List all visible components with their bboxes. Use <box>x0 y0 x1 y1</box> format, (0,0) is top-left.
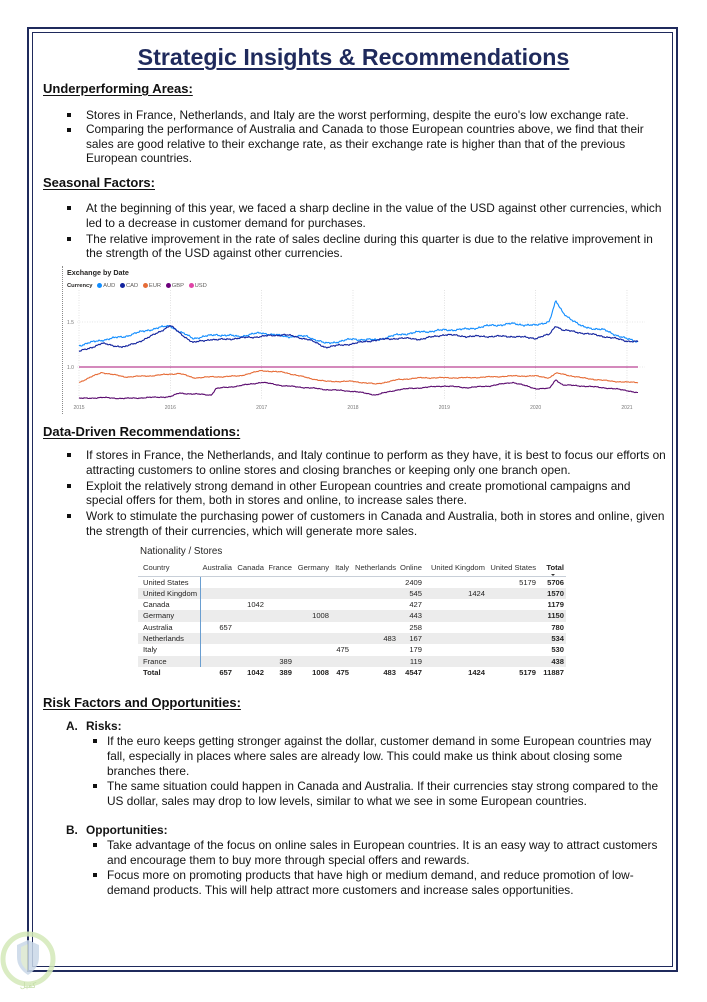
cell <box>234 588 266 599</box>
table-row <box>138 610 566 621</box>
cell <box>351 644 398 655</box>
legend-dot-icon <box>120 283 125 288</box>
cell: 443 <box>398 610 424 621</box>
risks-label <box>66 718 122 734</box>
y-tick-label: 1.0 <box>67 364 74 371</box>
cell <box>424 576 487 588</box>
cell <box>351 576 398 588</box>
row-total: 1150 <box>538 610 566 621</box>
page-title: Strategic Insights & Recommendations <box>137 44 570 70</box>
cell <box>294 622 331 633</box>
list-item <box>86 201 669 230</box>
row-total: 530 <box>551 645 564 655</box>
cell: 1042 <box>247 600 264 610</box>
column-header-country[interactable]: Country <box>138 559 200 576</box>
cell <box>487 633 538 644</box>
risks-list <box>107 734 665 809</box>
cell <box>294 599 331 610</box>
list-item <box>86 509 669 538</box>
list-item-text: Exploit the relatively strong demand in other European countries and create promotional campaigns and special offers for them, both in stores and online, to increase sales there. <box>86 478 631 508</box>
cell <box>351 599 398 610</box>
series-line-aud <box>79 301 638 346</box>
cell <box>266 599 294 610</box>
cell <box>331 633 351 644</box>
cell: 258 <box>409 622 422 632</box>
row-total: 438 <box>538 656 566 667</box>
cell <box>266 576 294 588</box>
cell: 475 <box>336 645 349 655</box>
legend-label: USD <box>194 283 207 289</box>
cell <box>234 633 266 644</box>
y-tick-label: 1.5 <box>67 319 74 326</box>
column-total: 475 <box>336 667 349 677</box>
opportunities-list <box>107 838 665 898</box>
list-item-text: Take advantage of the focus on online sales in European countries. It is an easy way to attract customers and encourage them to buy more through special offers and rewards. <box>107 837 658 867</box>
recommendations-list <box>86 448 669 538</box>
row-label: United Kingdom <box>138 588 200 599</box>
cell <box>200 610 234 621</box>
legend-dot-icon <box>97 283 102 288</box>
cell: 1008 <box>294 610 331 621</box>
row-label: United States <box>138 576 200 588</box>
cell <box>487 599 538 610</box>
chart-title: Exchange by Date <box>67 268 129 277</box>
series-line-cad <box>79 326 638 352</box>
table-header-row <box>138 559 566 576</box>
bullet-square-icon <box>67 453 71 457</box>
cell <box>351 656 398 667</box>
legend-label: CAD <box>125 283 139 289</box>
cell: 179 <box>409 645 422 655</box>
table-row <box>138 656 566 667</box>
legend-item-usd[interactable] <box>189 283 207 289</box>
table-row <box>138 576 566 588</box>
legend-title: Currency <box>67 283 93 289</box>
cell <box>200 644 234 655</box>
row-total: 1179 <box>547 600 564 610</box>
list-item <box>86 232 669 261</box>
row-label: Italy <box>138 644 200 655</box>
opportunities-label <box>66 822 168 838</box>
cell <box>351 610 398 621</box>
legend-item-aud[interactable] <box>97 283 115 289</box>
column-header-italy[interactable]: Italy <box>331 559 351 576</box>
legend-item-gbp[interactable] <box>166 283 184 289</box>
x-tick-label: 2021 <box>621 405 633 411</box>
table-total-row <box>138 667 566 678</box>
row-total: 780 <box>551 622 564 632</box>
row-label: France <box>138 656 200 667</box>
nationality-stores-table <box>138 545 566 678</box>
column-header-canada[interactable]: Canada <box>234 559 266 576</box>
x-tick-label: 2016 <box>164 405 176 411</box>
cell <box>424 644 487 655</box>
cell <box>234 622 266 633</box>
cell <box>266 633 294 644</box>
underperforming-list <box>86 108 669 166</box>
table-row <box>138 633 566 644</box>
list-item-text: If the euro keeps getting stronger against the dollar, customer demand in some European countries may fall, especially in places where sales are already low. This could make us think about closing some branches there. <box>107 733 652 778</box>
seasonal-list <box>86 201 669 261</box>
legend-dot-icon <box>143 283 148 288</box>
cell: 657 <box>219 622 232 632</box>
legend-item-cad[interactable] <box>120 283 138 289</box>
cell <box>200 599 234 610</box>
cell <box>294 576 331 588</box>
cell <box>351 622 398 633</box>
x-tick-label: 2018 <box>347 405 359 411</box>
legend-label: GBP <box>171 283 184 289</box>
watermark-logo <box>0 925 60 997</box>
cell <box>266 644 294 655</box>
x-tick-label: 2019 <box>438 405 450 411</box>
legend-item-eur[interactable] <box>143 283 161 289</box>
table-row <box>138 599 566 610</box>
cell <box>200 656 234 667</box>
table-row <box>138 588 566 599</box>
bullet-square-icon <box>67 206 71 210</box>
table-title: Nationality / Stores <box>140 546 223 557</box>
column-total: 4547 <box>405 667 422 677</box>
cell <box>331 656 351 667</box>
row-label: Germany <box>138 610 200 621</box>
matrix-table <box>138 559 566 678</box>
legend-dot-icon <box>166 283 171 288</box>
cell <box>234 644 266 655</box>
bullet-square-icon <box>67 113 71 117</box>
risks-title: Risks: <box>86 719 122 733</box>
column-total: 483 <box>383 667 396 677</box>
cell <box>331 622 351 633</box>
cell <box>424 599 487 610</box>
row-total: 534 <box>538 633 566 644</box>
column-total: 1042 <box>247 667 264 677</box>
list-item-text: At the beginning of this year, we faced a sharp decline in the value of the USD against other currencies, which led to a decrease in customer demand for purchases. <box>86 201 662 230</box>
grand-total: 11887 <box>543 667 564 677</box>
list-item-text: If stores in France, the Netherlands, and Italy continue to perform as they have, it is best to focus our efforts on attracting customers to online stores and closing branches or keeping only one branch open. <box>86 448 666 477</box>
legend-dot-icon <box>189 283 194 288</box>
legend-label: EUR <box>148 283 162 289</box>
table-row <box>138 622 566 633</box>
column-header-online[interactable]: Online <box>398 559 424 576</box>
cell <box>331 599 351 610</box>
list-item-text: Focus more on promoting products that have high or medium demand, and reduce promotion of low-demand products. This will help attract more customers and increase sales opportunities. <box>107 867 634 897</box>
row-total: 1570 <box>538 588 566 599</box>
cell <box>351 588 398 599</box>
heading-data-driven-recommendations: Data-Driven Recommendations: <box>43 424 241 439</box>
cell <box>294 588 331 599</box>
list-item <box>86 479 669 508</box>
cell <box>200 633 234 644</box>
cell <box>294 644 331 655</box>
bullet-square-icon <box>93 739 97 743</box>
list-item-text: The relative improvement in the rate of sales decline during this quarter is due to the relative improvement in the strength of the USD against other currencies. <box>86 231 653 261</box>
cell <box>294 656 331 667</box>
bullet-square-icon <box>93 873 97 877</box>
cell <box>331 588 351 599</box>
opportunities-marker: B. <box>66 823 78 837</box>
list-item <box>86 122 669 165</box>
cell <box>294 633 331 644</box>
cell: 545 <box>398 588 424 599</box>
cell: 119 <box>398 656 424 667</box>
list-item <box>107 734 665 779</box>
cell <box>266 610 294 621</box>
cell <box>424 633 487 644</box>
cell: 389 <box>266 656 294 667</box>
bullet-square-icon <box>93 843 97 847</box>
exchange-by-date-chart <box>62 266 652 414</box>
list-item <box>107 868 665 898</box>
list-item-text: Stores in France, Netherlands, and Italy are the worst performing, despite the euro's low exchange rate. <box>86 108 629 122</box>
cell <box>487 588 538 599</box>
cell <box>234 610 266 621</box>
cell: 5179 <box>519 577 536 587</box>
cell <box>487 610 538 621</box>
column-header-germany[interactable]: Germany <box>294 559 331 576</box>
bullet-square-icon <box>67 514 71 518</box>
watermark-svg <box>0 925 60 997</box>
column-header-total-label: Total <box>546 562 564 572</box>
legend-label: AUD <box>103 283 116 289</box>
cell <box>200 576 234 588</box>
column-header-united-kingdom[interactable]: United Kingdom <box>424 559 487 576</box>
row-total: 5706 <box>547 577 564 587</box>
opportunities-title: Opportunities: <box>86 823 168 837</box>
cell <box>487 622 538 633</box>
list-item <box>86 448 669 477</box>
column-total: 1008 <box>312 667 329 677</box>
cell <box>266 588 294 599</box>
cell: 167 <box>398 633 424 644</box>
bullet-square-icon <box>67 484 71 488</box>
list-item <box>107 779 665 809</box>
x-tick-label: 2017 <box>256 405 268 411</box>
column-header-france[interactable]: France <box>266 559 294 576</box>
list-item-text: Work to stimulate the purchasing power of customers in Canada and Australia, both in stores and online, given the strength of their currencies, which will generate more sales. <box>86 509 665 538</box>
cell <box>424 610 487 621</box>
table-row <box>138 644 566 655</box>
list-item-text: The same situation could happen in Canada and Australia. If their currencies stay strong compared to the US dollar, sales may drop to low levels, similar to what we see in some European countries. <box>107 778 659 808</box>
column-header-total[interactable] <box>538 559 566 576</box>
column-total: 657 <box>219 667 232 677</box>
list-item <box>86 108 669 122</box>
cell <box>424 622 487 633</box>
total-label: Total <box>143 667 161 677</box>
bullet-square-icon <box>93 784 97 788</box>
column-total: 5179 <box>519 667 536 677</box>
list-item <box>107 838 665 868</box>
column-header-united-states[interactable]: United States <box>487 559 538 576</box>
cell <box>234 576 266 588</box>
risks-marker: A. <box>66 719 78 733</box>
watermark-text: كفيل <box>19 981 37 990</box>
cell <box>424 656 487 667</box>
heading-underperforming-areas: Underperforming Areas: <box>43 81 193 96</box>
bullet-square-icon <box>67 128 71 132</box>
heading-seasonal-factors: Seasonal Factors: <box>43 175 155 190</box>
column-total: 389 <box>279 667 292 677</box>
chart-legend <box>67 282 210 290</box>
cell <box>487 656 538 667</box>
column-total: 1424 <box>468 667 485 677</box>
cell <box>331 576 351 588</box>
cell <box>331 610 351 621</box>
x-tick-label: 2020 <box>530 405 542 411</box>
cell: 2409 <box>405 577 422 587</box>
cell <box>266 622 294 633</box>
cell: 1424 <box>424 588 487 599</box>
x-tick-label: 2015 <box>73 405 85 411</box>
cell <box>234 656 266 667</box>
heading-risk-factors-opportunities: Risk Factors and Opportunities: <box>43 695 241 710</box>
cell <box>200 588 234 599</box>
column-header-australia[interactable]: Australia <box>200 559 234 576</box>
column-header-netherlands[interactable]: Netherlands <box>351 559 398 576</box>
cell <box>487 644 538 655</box>
row-label: Canada <box>138 599 200 610</box>
sort-descending-icon <box>551 574 555 576</box>
row-label: Australia <box>138 622 200 633</box>
row-label: Netherlands <box>138 633 200 644</box>
bullet-square-icon <box>67 237 71 241</box>
list-item-text: Comparing the performance of Australia and Canada to those European countries above, we find that their sales are good relative to their exchange rate, as their exchange rate is higher than that of the previous European countries. <box>86 122 644 166</box>
cell: 483 <box>351 633 398 644</box>
cell: 427 <box>409 600 422 610</box>
